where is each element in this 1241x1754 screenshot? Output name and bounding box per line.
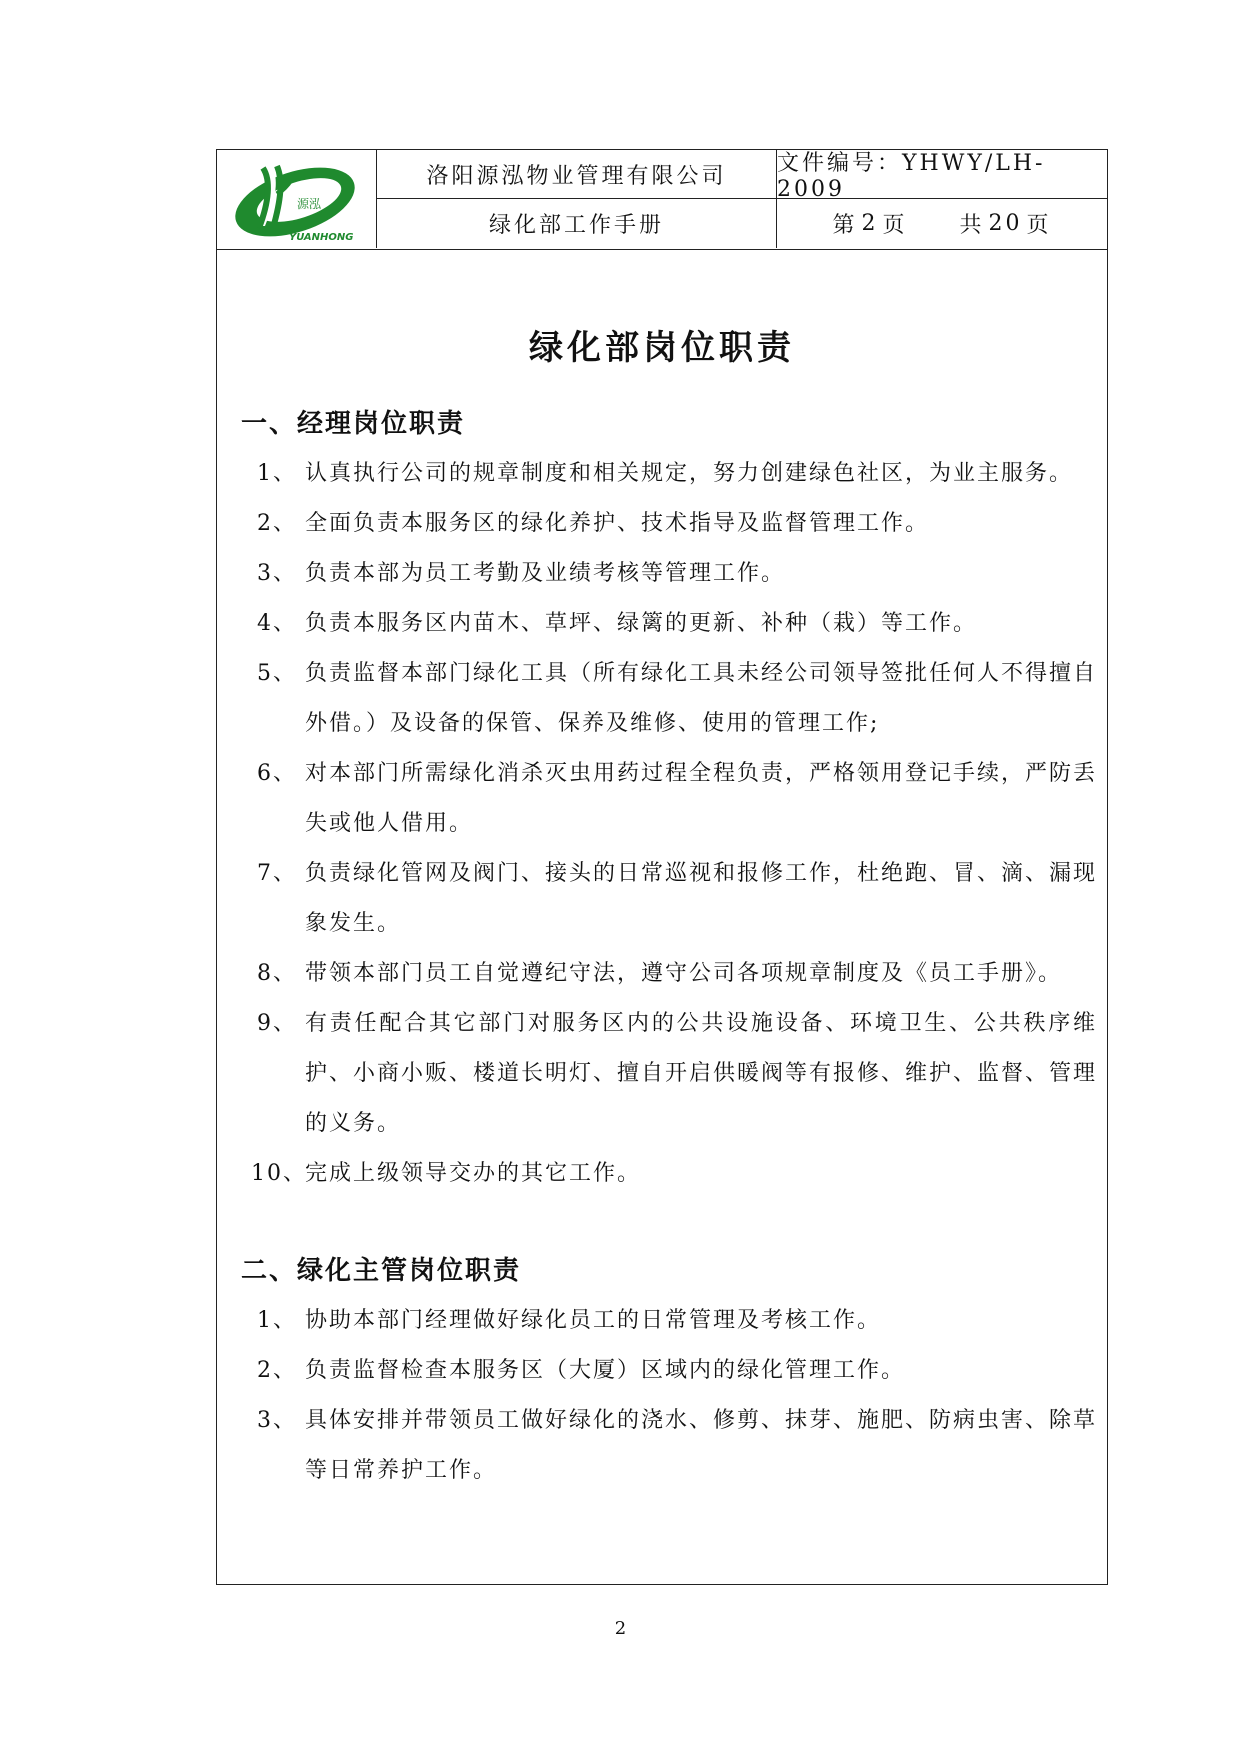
supervisor-duties-list xyxy=(217,1296,1107,1496)
list-item: 1、 认真执行公司的规章制度和相关规定，努力创建绿色社区，为业主服务。 xyxy=(257,461,1074,486)
document-number: 文件编号：YHWY/LH-2009 xyxy=(777,150,1107,199)
logo-sub-text: 源泓 xyxy=(297,197,322,211)
page-number: 2 xyxy=(614,1618,627,1639)
logo-cell xyxy=(217,150,377,248)
list-item: 1、 协助本部门经理做好绿化员工的日常管理及考核工作。 xyxy=(257,1308,882,1333)
page-current-suffix: 页 xyxy=(882,213,908,238)
page-indicator xyxy=(777,199,1107,248)
document-frame xyxy=(216,149,1108,1585)
list-item: 2、 全面负责本服务区的绿化养护、技术指导及监督管理工作。 xyxy=(257,511,930,536)
list-item: 10、 完成上级领导交办的其它工作。 xyxy=(251,1161,642,1186)
list-item: 5、 负责监督本部门绿化工具（所有绿化工具未经公司领导签批任何人不得擅自外借。）及设备的保管、保养及维修、使用的管理工作; xyxy=(257,661,1098,736)
page-current: 2 xyxy=(861,211,879,236)
page-title: 绿化部岗位职责 xyxy=(529,328,795,368)
list-item: 2、 负责监督检查本服务区（大厦）区域内的绿化管理工作。 xyxy=(257,1358,906,1383)
section-heading-supervisor: 二、绿化主管岗位职责 xyxy=(241,1256,522,1286)
section-heading-manager: 一、经理岗位职责 xyxy=(241,409,466,439)
list-item: 6、 对本部门所需绿化消杀灭虫用药过程全程负责，严格领用登记手续，严防丢失或他人借用。 xyxy=(257,761,1098,836)
list-item: 3、 具体安排并带领员工做好绿化的浇水、修剪、抹芽、施肥、防病虫害、除草等日常养护工作。 xyxy=(257,1408,1098,1483)
document-header xyxy=(217,150,1107,250)
manual-name: 绿化部工作手册 xyxy=(377,199,777,248)
page-total-suffix: 页 xyxy=(1026,213,1052,238)
page-total-prefix: 共 xyxy=(959,213,985,238)
manager-duties-list xyxy=(217,449,1107,1199)
yuanhong-logo-icon xyxy=(217,150,375,248)
list-item: 3、 负责本部为员工考勤及业绩考核等管理工作。 xyxy=(257,561,786,586)
list-item: 7、 负责绿化管网及阀门、接头的日常巡视和报修工作，杜绝跑、冒、滴、漏现象发生。 xyxy=(257,861,1098,936)
company-name: 洛阳源泓物业管理有限公司 xyxy=(377,150,777,199)
list-item: 9、 有责任配合其它部门对服务区内的公共设施设备、环境卫生、公共秩序维护、小商小贩、楼道长明灯、擅自开启供暖阀等有报修、维护、监督、管理的义务。 xyxy=(257,1011,1098,1136)
list-item: 8、 带领本部门员工自觉遵纪守法，遵守公司各项规章制度及《员工手册》。 xyxy=(257,961,1063,986)
page-current-prefix: 第 xyxy=(832,213,858,238)
logo-text: YUANHONG xyxy=(289,232,354,243)
page-total: 20 xyxy=(988,211,1023,236)
list-item: 4、 负责本服务区内苗木、草坪、绿篱的更新、补种（栽）等工作。 xyxy=(257,611,978,636)
